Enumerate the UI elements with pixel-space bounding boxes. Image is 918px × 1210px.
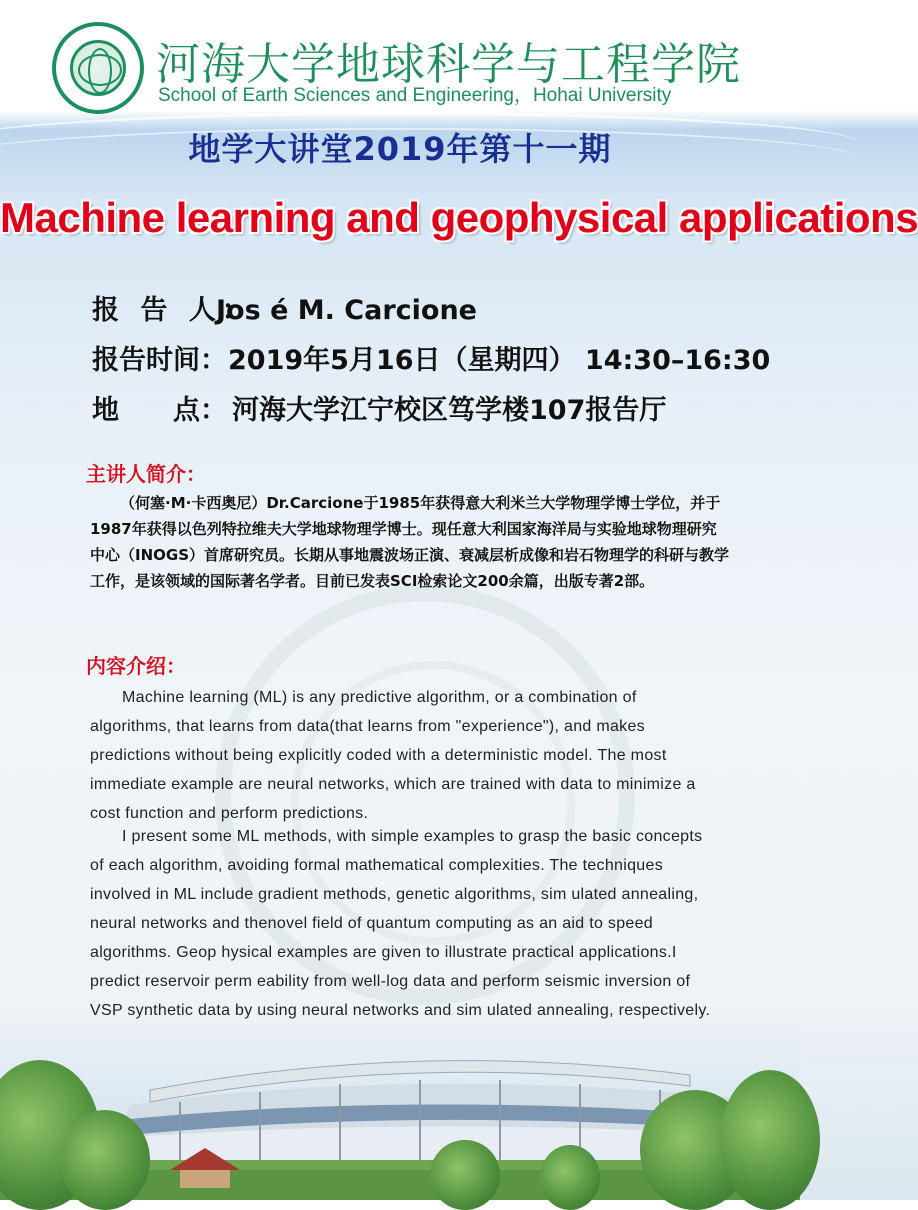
abstract-heading: 内容介绍： [86, 654, 186, 678]
lecture-place: 河海大学江宁校区笃学楼107报告厅 [232, 395, 667, 426]
speaker-name: Jos é M. Carcione [216, 295, 477, 326]
school-name-en: School of Earth Sciences and Engineering，Hohai University [158, 85, 672, 106]
lecture-time: 2019年5月16日（星期四） 14:30–16:30 [228, 345, 771, 376]
bio-heading: 主讲人简介： [86, 462, 206, 486]
speaker-bio: （何塞·M·卡西奥尼）Dr.Carcione于1985年获得意大利米兰大学物理学博士学位，并于1987年获得以色列特拉维夫大学地球物理学博士。现任意大利国家海洋局与实验地球物理研究中心（INOGS）首席研究员。长期从事地震波场正演、衰减层析成像和岩石物理学的科研与教学工作，是该领域的国际著名学者。目前已发表SCI检索论文200余篇，出版专著2部。 [90, 494, 730, 590]
speaker-label: 报 告 人： [92, 295, 255, 326]
speaker-row [92, 288, 477, 327]
tree [720, 1070, 820, 1210]
time-row [92, 338, 770, 377]
place-label: 地 点： [92, 395, 227, 426]
tree [60, 1110, 150, 1210]
abstract-paragraph-1: Machine learning (ML) is any predictive algorithm, or a combination of algorithms, that learns from data(that learns from "experience"), and makes predictions without being explicitly coded with a deterministic model. The most immediate example are neural networks, which are trained with data to minimize a cost function and perform predictions. [90, 689, 696, 822]
stadium-photo [0, 1020, 800, 1200]
time-label: 报告时间： [92, 345, 227, 376]
abstract-paragraph-2: I present some ML methods, with simple examples to grasp the basic concepts of each algorithm, avoiding formal mathematical complexities. The techniques involved in ML include gradient methods, genetic algorithms, sim ulated annealing, neural networks and thenovel field of quantum computing as an aid to speed algorithms. Geop hysical examples are given to illustrate practical applications.I predict reservoir perm eability from well-log data and perform seismic inversion of VSP synthetic data by using neural networks and sim ulated annealing, respectively. [90, 828, 711, 1019]
lecture-title: Machine learning and geophysical applications [0, 194, 918, 241]
globe-longitude [88, 48, 112, 94]
lecture-series-title: 地学大讲堂2019年第十一期 [188, 130, 612, 168]
tree [540, 1145, 600, 1210]
place-row [92, 388, 666, 427]
tree [430, 1140, 500, 1210]
header-band [0, 0, 800, 112]
university-logo-icon [52, 22, 144, 114]
school-name-cn: 河海大学地球科学与工程学院 [156, 39, 741, 90]
